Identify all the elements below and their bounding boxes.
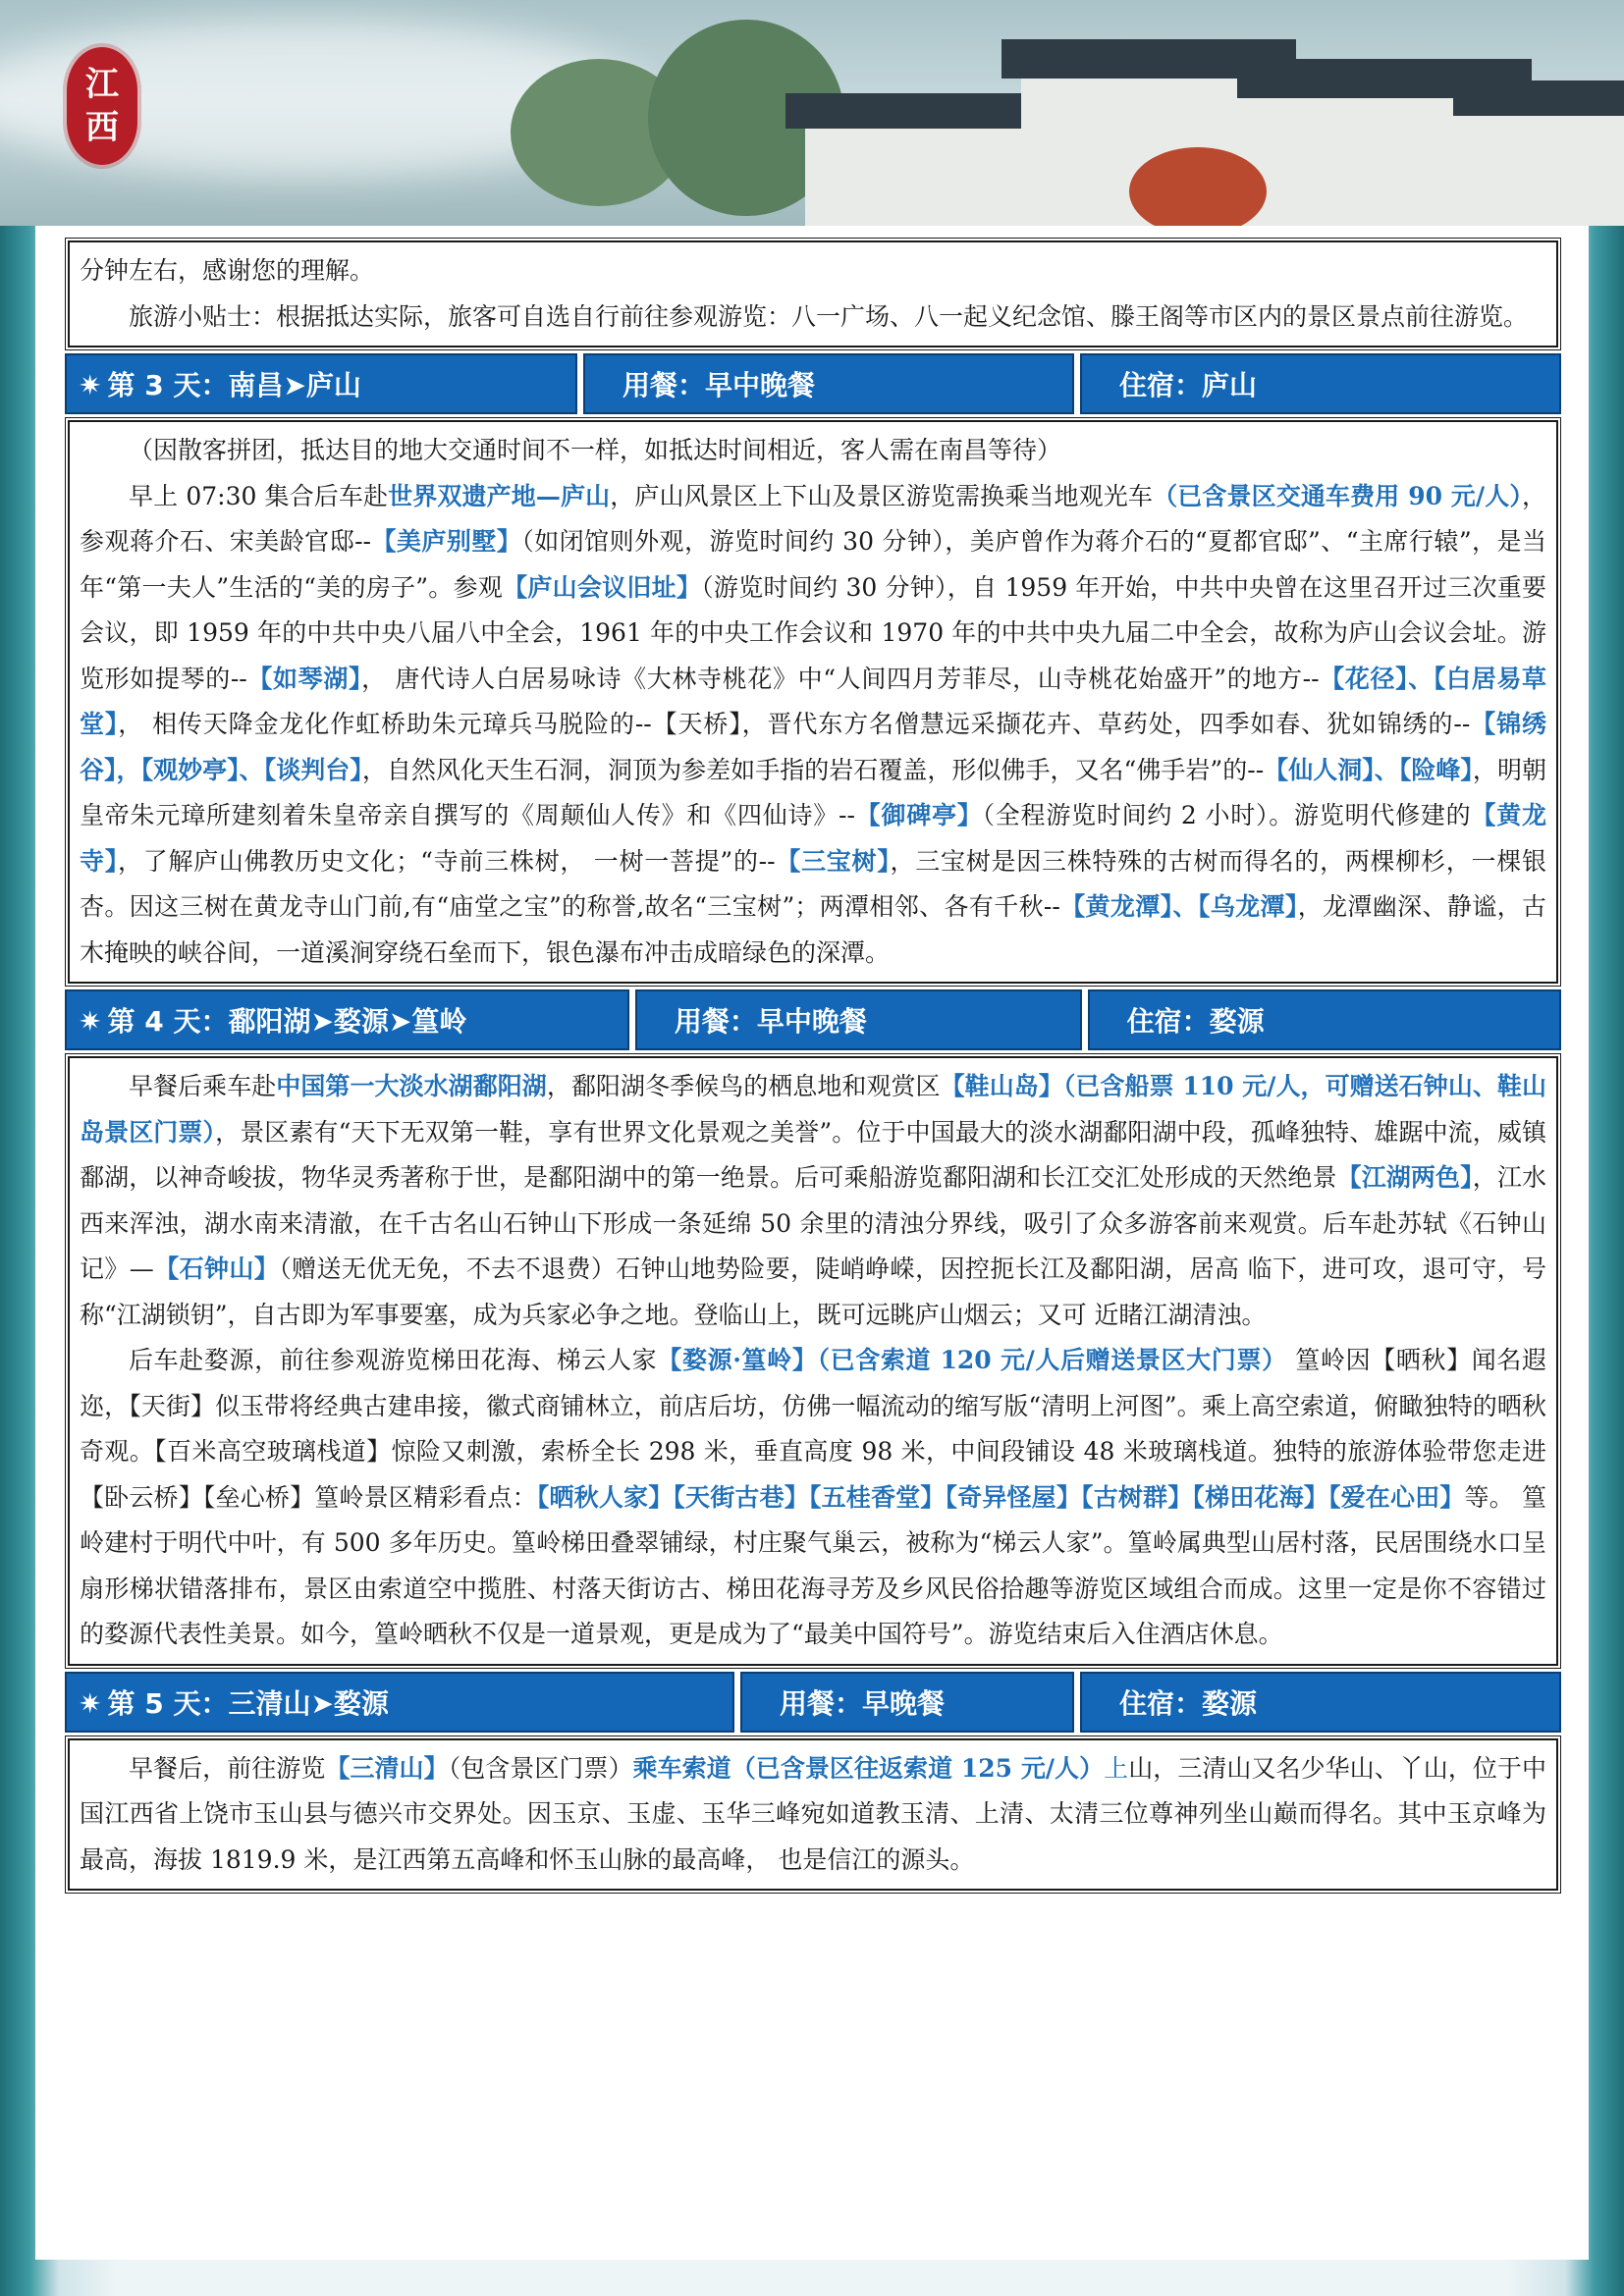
star-icon: ✷ (79, 1686, 102, 1720)
day3-stay: 住宿：庐山 (1080, 353, 1561, 414)
body-text: ，参观蒋介石、宋美龄官邸-- (80, 481, 1546, 556)
body-text: ，自然风化天生石洞，洞顶为参差如手指的岩石覆盖，形似佛手，又名“佛手岩”的-- (361, 755, 1265, 784)
highlight-text: 中国第一大淡水湖鄱阳湖 (276, 1072, 547, 1100)
body-text: ，鄱阳湖冬季候鸟的栖息地和观赏区 (546, 1072, 941, 1100)
highlight-text: 【鞋山岛】（已含船票 110 元/人，可赠送石钟山、鞋山岛景区门票） (80, 1072, 1546, 1147)
body-text: 篁岭因【晒秋】闻名遐迩，【天街】似玉带将经典古建串接，徽式商铺林立，前店后坊，仿佛一幅流动的缩写版“清明上河图”。乘上高空索道，俯瞰独特的晒秋奇观。【百米高空玻璃栈道】惊险又刺激，索桥全长 298 米，垂直高度 98 米，中间段铺设 48 米玻璃栈道。独特的旅游体验带您走进【卧云桥】【垒心桥】篁岭景区精彩看点： (80, 1346, 1546, 1512)
body-text: ，景区素有“天下无双第一鞋，享有世界文化景观之美誉”。位于中国最大的淡水湖鄱阳湖中段，孤峰独特、雄踞中流，威镇鄱湖，以神奇峻拔，物华灵秀著称于世，是鄱阳湖中的第一绝景。后可乘船游览鄱阳湖和长江交汇处形成的天然绝景 (80, 1117, 1546, 1192)
highlight-text: 【黄龙潭】、【乌龙潭】 (1059, 892, 1298, 921)
highlight-text: 乘车索道（已含景区往返索道 125 元/人） (632, 1753, 1105, 1783)
seal-char: 西 (85, 108, 119, 147)
autumn-tree-shape (1129, 147, 1267, 226)
body-text: ，江水西来浑浊，湖水南来清澈，在千古名山石钟山下形成一条延绵 50 余里的清浊分界线，吸引了众多游客前来观赏。后车赴苏轼《石钟山记》— (80, 1163, 1546, 1283)
day5-body (80, 1746, 1546, 1884)
itinerary-page (35, 226, 1589, 2260)
highlight-text: 【石钟山】 (153, 1255, 280, 1283)
body-text: （如闭馆则外观，游览时间约 30 分钟），美庐曾作为蒋介石的“夏都官邸”、“主席行辕”，是当年“第一夫人”生活的“美的房子”。参观 (80, 527, 1546, 602)
day5-meal: 用餐：早晚餐 (740, 1672, 1074, 1733)
day5-title (65, 1672, 734, 1733)
day4-title-text: 第 4 天：鄱阳湖➤婺源➤篁岭 (107, 1005, 467, 1038)
day4-meal: 用餐：早中晚餐 (635, 989, 1082, 1050)
highlight-text: 【美庐别墅】 (371, 527, 522, 556)
jiangxi-seal (67, 47, 137, 165)
header-banner (0, 0, 1624, 226)
itinerary-content (65, 238, 1561, 1896)
day5-box (68, 1738, 1558, 1892)
body-text: （赠送无优无免，不去不退费）石钟山地势险要，陡峭峥嵘，因控扼长江及鄱阳湖，居高 临下，进可攻，退可守，号称“江湖锁钥”，自古即为军事要塞，成为兵家必争之地。登临山上，既可远眺庐山烟云；又可 近睹江湖清浊。 (80, 1255, 1546, 1329)
highlight-text: 【锦绣谷】，【观妙亭】、【谈判台】 (80, 710, 1546, 784)
star-icon: ✷ (79, 1005, 102, 1038)
highlight-text: 【三清山】 (325, 1753, 449, 1783)
body-text: ， 唐代诗人白居易咏诗《大林寺桃花》中“人间四月芳菲尽，山寺桃花始盛开”的地方-- (361, 664, 1320, 693)
highlight-text: 上 (1104, 1753, 1129, 1783)
day5-stay: 住宿：婺源 (1080, 1672, 1561, 1733)
day3-meal: 用餐：早中晚餐 (583, 353, 1074, 414)
highlight-text: 【晒秋人家】【天街古巷】【五桂香堂】【奇异怪屋】【古树群】【梯田花海】【爱在心田】 (536, 1482, 1465, 1512)
day3-body (80, 474, 1546, 977)
day3-title-text: 第 3 天：南昌➤庐山 (107, 369, 361, 401)
highlight-text: 【三宝树】 (775, 846, 891, 876)
house-roof (1453, 80, 1624, 116)
body-text: （全程游览时间约 2 小时）。游览明代修建的 (982, 801, 1472, 829)
day4-box (68, 1056, 1558, 1666)
body-text: ，明朝皇帝朱元璋所建刻着朱皇帝亲自撰写的《周颠仙人传》和《四仙诗》-- (80, 755, 1546, 829)
highlight-text: 【黄龙寺】 (80, 801, 1546, 876)
day4-body-1 (80, 1064, 1546, 1338)
body-text: ，庐山风景区上下山及景区游览需换乘当地观光车 (610, 481, 1154, 510)
highlight-text: 【婺源·篁岭】（已含索道 120 元/人后赠送景区大门票） (657, 1346, 1287, 1374)
day4-header (65, 989, 1561, 1050)
travel-tip: 旅游小贴士：根据抵达实际，旅客可自选自行前往参观游览：八一广场、八一起义纪念馆、滕王阁等市区内的景区景点前往游览。 (129, 301, 1529, 331)
body-text: （包含景区门票） (448, 1753, 633, 1783)
highlight-text: 【江湖两色】 (1336, 1163, 1473, 1192)
intro-box (68, 240, 1558, 347)
body-text: ， 相传天降金龙化作虹桥助朱元璋兵马脱险的--【天桥】，晋代东方名僧慧远采撷花卉、草药处，四季如春、犹如锦绣的-- (118, 710, 1471, 738)
day5-title-text: 第 5 天：三清山➤婺源 (107, 1686, 389, 1720)
highlight-text: 世界双遗产地—庐山 (388, 481, 611, 510)
highlight-text: 【如琴湖】 (246, 664, 362, 693)
highlight-text: 【御碑亭】 (854, 801, 983, 829)
body-text: 等。 篁岭建村于明代中叶，有 500 多年历史。篁岭梯田叠翠铺绿，村庄聚气巢云，被称为“梯云人家”。篁岭属典型山居村落，民居围绕水口呈扇形梯状错落排布，景区由索道空中揽胜、村落天街访古、梯田花海寻芳及乡风民俗拾趣等游览区域组合而成。这里一定是你不容错过的婺源代表性美景。如今，篁岭晒秋不仅是一道景观，更是成为了“最美中国符号”。游览结束后入住酒店休息。 (80, 1482, 1546, 1648)
body-text: ，龙潭幽深、静谧，古木掩映的峡谷间，一道溪涧穿绕石垒而下，银色瀑布冲击成暗绿色的深潭。 (80, 892, 1546, 967)
intro-text: 分钟左右，感谢您的理解。 (80, 256, 375, 285)
seal-char: 江 (85, 65, 119, 104)
day3-box (68, 420, 1558, 984)
day4-title (65, 989, 629, 1050)
highlight-text: 【仙人洞】、【险峰】 (1264, 755, 1473, 784)
highlight-text: 【庐山会议旧址】 (503, 572, 702, 602)
body-text: 早上 07:30 集合后车赴 (129, 481, 389, 510)
body-text: ，三宝树是因三株特殊的古树而得名的，两棵柳杉，一棵银杏。因这三树在黄龙寺山门前,有“庙堂之宝”的称誉,故名“三宝树”；两潭相邻、各有千秋-- (80, 846, 1546, 921)
body-text: 山，三清山又名少华山、丫山，位于中国江西省上饶市玉山县与德兴市交界处。因玉京、玉虚、玉华三峰宛如道教玉清、上清、太清三位尊神列坐山巅而得名。其中玉京峰为最高，海拔 1819.9 米，是江西第五高峰和怀玉山脉的最高峰， 也是信江的源头。 (80, 1753, 1546, 1874)
star-icon: ✷ (79, 369, 102, 401)
day5-header (65, 1672, 1561, 1733)
body-text: ，了解庐山佛教历史文化；“寺前三株树， 一树一菩提”的-- (117, 846, 776, 876)
day3-note: （因散客拼团，抵达目的地大交通时间不一样，如抵达时间相近，客人需在南昌等待） (129, 436, 1062, 464)
highlight-text: 【花径】、【白居易草堂】 (80, 664, 1546, 738)
body-text: 早餐后乘车赴 (129, 1072, 277, 1100)
body-text: 早餐后，前往游览 (129, 1753, 326, 1783)
body-text: 后车赴婺源，前往参观游览梯田花海、梯云人家 (129, 1346, 658, 1374)
day4-body-2 (80, 1338, 1546, 1658)
body-text: （游览时间约 30 分钟），自 1959 年开始，中共中央曾在这里召开过三次重要会议，即 1959 年的中共中央八届八中全会，1961 年的中央工作会议和 1970 年的中共中央九届二中全会，故称为庐山会议会址。游览形如提琴的-- (80, 572, 1546, 693)
house-wall (1473, 108, 1624, 226)
day3-header (65, 353, 1561, 414)
day3-title (65, 353, 577, 414)
highlight-text: （已含景区交通车费用 90 元/人） (1153, 481, 1522, 510)
day4-stay: 住宿：婺源 (1088, 989, 1561, 1050)
